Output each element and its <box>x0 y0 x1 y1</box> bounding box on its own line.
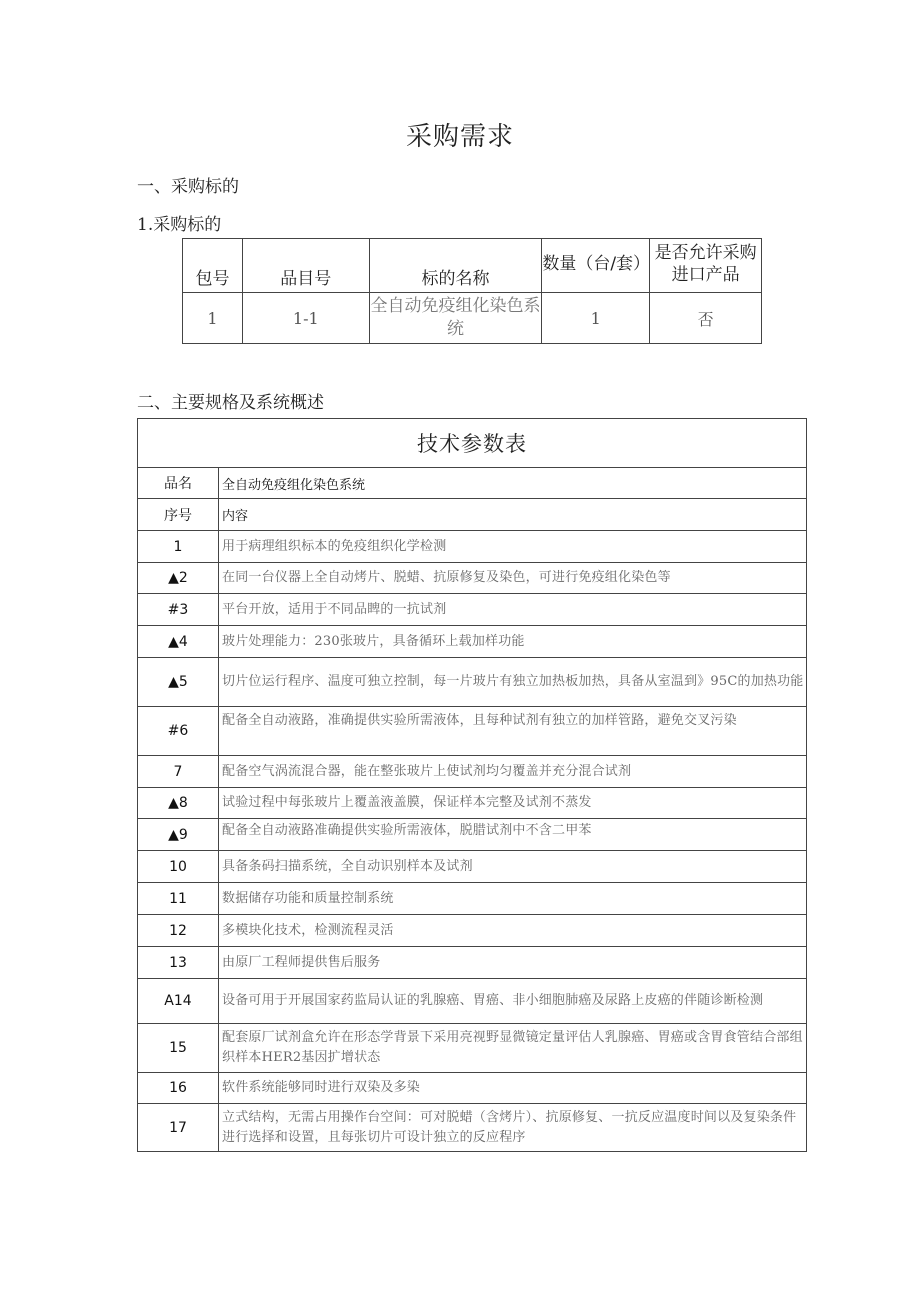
table-row <box>138 626 807 658</box>
table-row <box>138 915 807 947</box>
row-content: 试验过程中每张玻片上覆盖液盖膜，保证样本完整及试剂不蒸发 <box>219 788 807 819</box>
product-label: 品名 <box>138 468 219 499</box>
row-no: 13 <box>138 947 219 979</box>
procurement-row <box>183 293 762 344</box>
page-title: 采购需求 <box>405 122 514 152</box>
table-row <box>138 947 807 979</box>
row-content: 在同一台仪器上全自动烤片、脱蜡、抗原修复及染色，可进行免疫组化染色等 <box>219 563 807 594</box>
cell-package: 1 <box>183 293 243 344</box>
table-row <box>138 788 807 819</box>
product-row <box>138 468 807 499</box>
row-no: ▲9 <box>138 819 219 851</box>
spec-header-row <box>138 499 807 531</box>
header-package: 包号 <box>183 239 243 293</box>
section-heading-2: 二、主要规格及系统概述 <box>137 393 324 413</box>
row-content: 多模块化技术，检测流程灵活 <box>219 915 807 947</box>
row-content: 立式结构，无需占用操作台空间：可对脱蜡（含烤片）、抗原修复、一抗反应温度时间以及复染条件进行选择和设置，且每张切片可设计独立的反应程序 <box>219 1104 807 1152</box>
spec-table <box>137 418 807 1152</box>
row-content: 用于病理组织标本的免疫组织化学检测 <box>219 531 807 563</box>
table-row <box>138 1024 807 1073</box>
table-row <box>138 851 807 883</box>
header-no: 序号 <box>138 499 219 531</box>
row-no: 7 <box>138 756 219 788</box>
table-row <box>138 979 807 1024</box>
table-row <box>138 1073 807 1104</box>
row-content: 配备全自动液路，准确提供实验所需液体，且每种试剂有独立的加样管路，避免交叉污染 <box>219 707 807 756</box>
row-no: A14 <box>138 979 219 1024</box>
row-content: 玻片处理能力：230张玻片，具备循环上载加样功能 <box>219 626 807 658</box>
table-row <box>138 658 807 707</box>
cell-import-allowed: 否 <box>650 293 762 344</box>
row-content: 配备全自动液路准确提供实验所需液体，脱腊试剂中不含二甲苯 <box>219 819 807 851</box>
row-no: 12 <box>138 915 219 947</box>
procurement-header-row <box>183 239 762 293</box>
row-no: 10 <box>138 851 219 883</box>
row-content: 配套原厂试剂盒允许在形态学背景下采用亮视野显微镜定量评估人乳腺癌、胃癌或含胃食管结合部组织样本HER2基因扩增状态 <box>219 1024 807 1073</box>
table-row <box>138 756 807 788</box>
row-no: 17 <box>138 1104 219 1152</box>
header-import-allowed: 是否允许采购进口产品 <box>650 239 762 293</box>
row-content: 软件系统能够同时进行双染及多染 <box>219 1073 807 1104</box>
cell-quantity: 1 <box>542 293 650 344</box>
row-content: 由原厂工程师提供售后服务 <box>219 947 807 979</box>
row-no: ▲8 <box>138 788 219 819</box>
row-content: 平台开放，适用于不同品睥的一抗试剂 <box>219 594 807 626</box>
table-row <box>138 1104 807 1152</box>
table-row <box>138 707 807 756</box>
table-row <box>138 883 807 915</box>
header-content: 内容 <box>219 499 807 531</box>
row-content: 设备可用于开展国家药监局认证的乳腺癌、胃癌、非小细胞肺癌及尿路上皮癌的伴随诊断检测 <box>219 979 807 1024</box>
row-no: #3 <box>138 594 219 626</box>
product-value: 全自动免疫组化染色系统 <box>219 468 807 499</box>
spec-title-row <box>138 419 807 468</box>
cell-item-no: 1-1 <box>242 293 369 344</box>
table-row <box>138 531 807 563</box>
section-heading-1: 一、采购标的 <box>137 177 239 197</box>
row-no: ▲2 <box>138 563 219 594</box>
header-quantity: 数量（台/套） <box>542 239 650 293</box>
row-no: ▲5 <box>138 658 219 707</box>
row-content: 切片位运行程序、温度可独立控制，每一片玻片有独立加热板加热，具备从室温到》95C的加热功能 <box>219 658 807 707</box>
row-no: #6 <box>138 707 219 756</box>
header-name: 标的名称 <box>369 239 542 293</box>
table-row <box>138 563 807 594</box>
row-content: 具备条码扫描系统，全自动识别样本及试剂 <box>219 851 807 883</box>
row-no: 11 <box>138 883 219 915</box>
spec-table-title: 技术参数表 <box>138 419 807 468</box>
table-row <box>138 819 807 851</box>
row-content: 配备空气涡流混合器，能在整张玻片上使试剂均匀覆盖并充分混合试剂 <box>219 756 807 788</box>
subsection-heading-1: 1.采购标的 <box>137 215 222 235</box>
row-no: 16 <box>138 1073 219 1104</box>
row-content: 数据储存功能和质量控制系统 <box>219 883 807 915</box>
row-no: 15 <box>138 1024 219 1073</box>
cell-name: 全自动免疫组化染色系统 <box>369 293 542 344</box>
procurement-table <box>182 238 762 344</box>
table-row <box>138 594 807 626</box>
row-no: ▲4 <box>138 626 219 658</box>
header-item-no: 品目号 <box>242 239 369 293</box>
row-no: 1 <box>138 531 219 563</box>
